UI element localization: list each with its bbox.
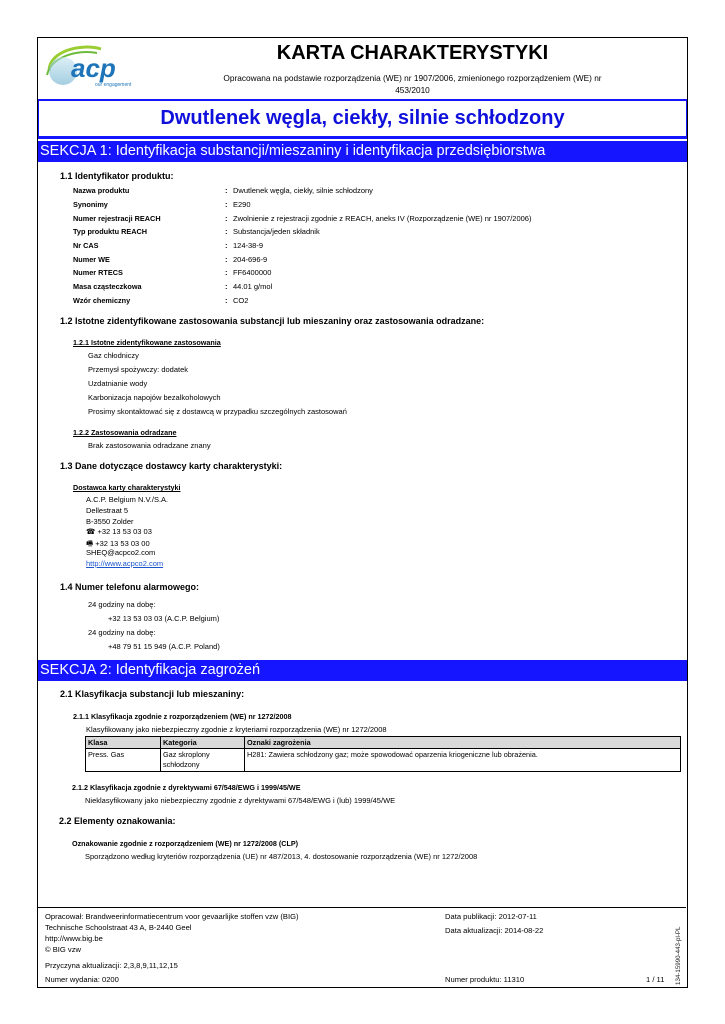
row-value: E290 <box>233 200 251 209</box>
clp-classification-text: Klasyfikowany jako niebezpieczny zgodnie z kryteriami rozporządzenia (WE) nr 1272/2008 <box>86 725 387 734</box>
fax-icon: 🖷 <box>86 539 94 548</box>
identified-use-item: Uzdatnianie wody <box>88 379 148 388</box>
product-banner <box>38 99 687 139</box>
row-colon: : <box>225 200 228 209</box>
row-value: FF6400000 <box>233 268 272 277</box>
heading-2-2: 2.2 Elementy oznakowania: <box>59 816 176 826</box>
row-colon: : <box>225 296 228 305</box>
table-cell: H281: Zawiera schłodzony gaz; może spowodować oparzenia kriogeniczne lub obrażenia. <box>245 749 681 772</box>
heading-1-2-1: 1.2.1 Istotne zidentyfikowane zastosowania <box>73 338 221 347</box>
document-title: KARTA CHARAKTERYSTYKI <box>276 42 549 64</box>
heading-1-3: 1.3 Dane dotyczące dostawcy karty charakterystyki: <box>60 461 283 471</box>
supplier-email[interactable]: SHEQ@acpco2.com <box>86 548 156 557</box>
row-label: Nr CAS <box>73 241 99 250</box>
heading-2-1-2: 2.1.2 Klasyfikacja zgodnie z dyrektywami 67/548/EWG i 1999/45/WE <box>72 783 301 792</box>
label-heading: Oznakowanie zgodnie z rozporządzeniem (WE) nr 1272/2008 (CLP) <box>72 839 299 848</box>
column-header: Oznaki zagrożenia <box>245 737 681 749</box>
heading-2-1: 2.1 Klasyfikacja substancji lub mieszaniny: <box>60 689 245 699</box>
label-text: Sporządzono według kryteriów rozporządzenia (UE) nr 487/2013, 4. dostosowanie rozporządzenia (WE) nr 1272/2008 <box>85 852 478 861</box>
row-label: Typ produktu REACH <box>73 227 148 236</box>
row-label: Wzór chemiczny <box>73 296 131 305</box>
acp-logo <box>41 41 136 91</box>
row-label: Nazwa produktu <box>73 186 130 195</box>
phone-icon: ☎ <box>86 527 96 536</box>
footer-issue-number: Numer wydania: 0200 <box>45 975 119 984</box>
footer-update-date: Data aktualizacji: 2014-08-22 <box>445 926 544 935</box>
row-colon: : <box>225 214 228 223</box>
logo-tagline: our engagement <box>95 82 132 88</box>
row-value: Dwutlenek węgla, ciekły, silnie schłodzony <box>233 186 373 195</box>
phone-number: +32 13 53 03 03 <box>97 527 152 536</box>
table-row <box>86 749 681 772</box>
row-colon: : <box>225 227 228 236</box>
row-colon: : <box>225 268 228 277</box>
supplier-company: A.C.P. Belgium N.V./S.A. <box>86 495 169 504</box>
emergency-number: +48 79 51 15 949 (A.C.P. Poland) <box>108 642 220 651</box>
heading-1-2: 1.2 Istotne zidentyfikowane zastosowania substancji lub mieszaniny oraz zastosowania odradzane: <box>60 316 485 326</box>
footer-product-number: Numer produktu: 11310 <box>445 975 525 984</box>
fax-number: +32 13 53 03 00 <box>95 539 150 548</box>
column-header: Klasa <box>86 737 161 749</box>
row-value: 44.01 g/mol <box>233 282 273 291</box>
heading-1-1: 1.1 Identyfikator produktu: <box>60 171 174 181</box>
row-value: 124-38-9 <box>233 241 264 250</box>
supplier-heading: Dostawca karty charakterystyki <box>73 483 181 492</box>
row-value: 204-696-9 <box>233 255 268 264</box>
row-label: Numer WE <box>73 255 110 264</box>
row-value: CO2 <box>233 296 249 305</box>
emergency-number: +32 13 53 03 03 (A.C.P. Belgium) <box>108 614 220 623</box>
identified-use-item: Karbonizacja napojów bezalkoholowych <box>88 393 221 402</box>
supplier-street: Dellestraat 5 <box>86 506 129 515</box>
sds-page <box>37 37 688 988</box>
emergency-label: 24 godziny na dobę: <box>88 600 156 609</box>
row-label: Numer RTECS <box>73 268 123 277</box>
heading-1-4: 1.4 Numer telefonu alarmowego: <box>60 582 200 592</box>
table-cell: Press. Gas <box>86 749 161 772</box>
row-label: Masa cząsteczkowa <box>73 282 142 291</box>
identified-use-item: Przemysł spożywczy: dodatek <box>88 365 189 374</box>
supplier-website-link[interactable]: http://www.acpco2.com <box>86 559 164 568</box>
footer-url[interactable]: http://www.big.be <box>45 934 103 943</box>
row-value: Zwolnienie z rejestracji zgodnie z REACH, aneks IV (Rozporządzenie (WE) nr 1907/2006) <box>233 214 532 223</box>
footer-publication-date: Data publikacji: 2012-07-11 <box>445 912 537 921</box>
row-label: Numer rejestracji REACH <box>73 214 161 223</box>
row-value: Substancja/jeden składnik <box>233 227 320 236</box>
row-label: Synonimy <box>73 200 108 209</box>
identified-use-item: Gaz chłodniczy <box>88 351 139 360</box>
document-header <box>38 38 687 98</box>
footer-doc-code: 134-15990-443-pl-PL <box>675 926 682 985</box>
section-1-header: SEKCJA 1: Identyfikacja substancji/mieszaniny i identyfikacja przedsiębiorstwa <box>38 141 687 162</box>
dsd-classification-text: Nieklasyfikowany jako niebezpieczny zgodnie z dyrektywami 67/548/EWG i (lub) 1999/45/WE <box>85 796 396 805</box>
section-2-header: SEKCJA 2: Identyfikacja zagrożeń <box>38 660 687 681</box>
advised-against-item: Brak zastosowania odradzane znany <box>88 441 211 450</box>
emergency-label: 24 godziny na dobę: <box>88 628 156 637</box>
classification-table <box>85 736 681 772</box>
row-colon: : <box>225 186 228 195</box>
supplier-city: B-3550 Zolder <box>86 517 134 526</box>
regulation-line-1: Opracowana na podstawie rozporządzenia (WE) nr 1907/2006, zmienionego rozporządzeniem (WE) nr <box>223 73 602 83</box>
identified-use-item: Prosimy skontaktować się z dostawcą w przypadku szczególnych zastosowań <box>88 407 347 416</box>
footer-revision-reason: Przyczyna aktualizacji: 2,3,8,9,11,12,15 <box>45 961 178 970</box>
table-header-row <box>86 737 681 749</box>
supplier-phone <box>86 527 152 536</box>
row-colon: : <box>225 241 228 250</box>
regulation-note <box>138 72 687 96</box>
heading-2-1-1: 2.1.1 Klasyfikacja zgodnie z rozporządzeniem (WE) nr 1272/2008 <box>73 712 292 721</box>
column-header: Kategoria <box>161 737 245 749</box>
regulation-line-2: 453/2010 <box>395 85 430 95</box>
footer-address: Technische Schoolstraat 43 A, B-2440 Geel <box>45 923 192 932</box>
heading-1-2-2: 1.2.2 Zastosowania odradzane <box>73 428 177 437</box>
table-cell: Gaz skroplony schłodzony <box>161 749 245 772</box>
product-title: Dwutlenek węgla, ciekły, silnie schłodzony <box>39 101 686 136</box>
footer-prepared-by: Opracował: Brandweerinformatiecentrum voor gevaarlijke stoffen vzw (BIG) <box>45 912 299 921</box>
logo-text: acp <box>71 53 116 83</box>
footer-copyright: © BIG vzw <box>45 945 81 954</box>
row-colon: : <box>225 255 228 264</box>
footer-page-number: 1 / 11 <box>646 975 665 984</box>
row-colon: : <box>225 282 228 291</box>
